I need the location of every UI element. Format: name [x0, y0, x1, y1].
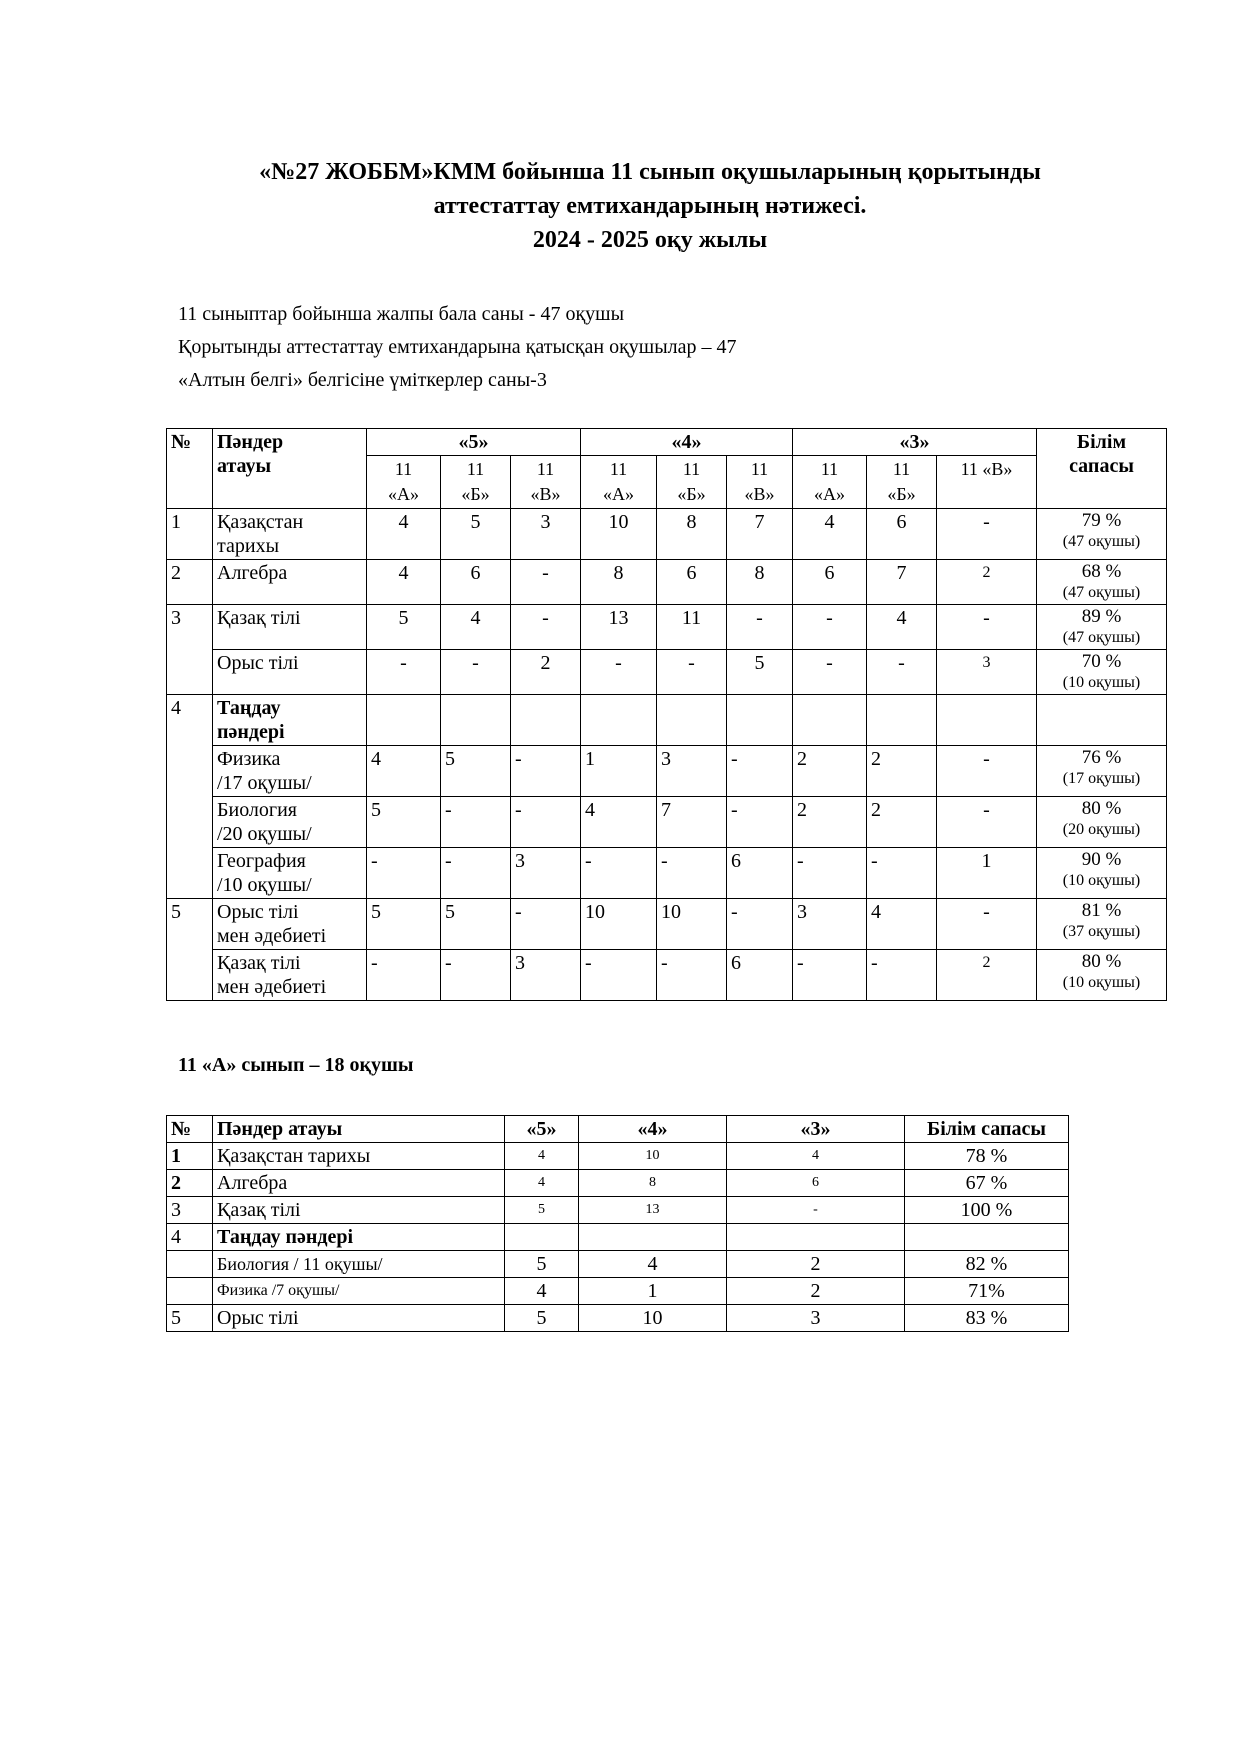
row-num: 4 [167, 695, 213, 899]
row-quality: 100 % [905, 1197, 1069, 1224]
grade-4-cell: 10 [579, 1143, 727, 1170]
row-quality: 71% [905, 1278, 1069, 1305]
grade-cell: - [937, 605, 1037, 650]
grade-5-cell: 5 [505, 1197, 579, 1224]
grade-cell: 2 [793, 797, 867, 848]
grade-cell: - [511, 899, 581, 950]
grade-3-cell: 2 [727, 1251, 905, 1278]
grade-cell: - [937, 509, 1037, 560]
grade-cell: - [367, 950, 441, 1001]
grade-cell [937, 695, 1037, 746]
header-num: № [167, 1116, 213, 1143]
table-row [167, 1305, 1069, 1332]
row-num: 5 [167, 899, 213, 1001]
class-11a-heading: 11 «А» сынып – 18 оқушы [178, 1054, 414, 1076]
grade-cell: - [793, 605, 867, 650]
table-row [167, 1224, 1069, 1251]
row-num [167, 1251, 213, 1278]
grade-cell: - [937, 797, 1037, 848]
grade-cell: 5 [727, 650, 793, 695]
row-quality: 67 % [905, 1170, 1069, 1197]
grade-cell: 3 [511, 950, 581, 1001]
table-row [167, 509, 1167, 560]
grade-cell: 10 [657, 899, 727, 950]
row-quality: 80 % (20 оқушы) [1037, 797, 1167, 848]
row-quality: 78 % [905, 1143, 1069, 1170]
grade-5-cell: 4 [505, 1278, 579, 1305]
grade-cell: 7 [727, 509, 793, 560]
grade-cell: - [937, 899, 1037, 950]
info-line-1: 11 сыныптар бойынша жалпы бала саны - 47 оқушы [178, 303, 625, 325]
grade-cell: 2 [867, 746, 937, 797]
grade-cell: - [511, 605, 581, 650]
grade-cell: - [657, 950, 727, 1001]
grade-cell: - [367, 848, 441, 899]
grade-cell: 6 [867, 509, 937, 560]
grade-cell: 5 [367, 605, 441, 650]
grade-cell: 6 [727, 950, 793, 1001]
header-grade-4: «4» [581, 429, 793, 456]
subheader-3-b: 11 «Б» [867, 456, 937, 509]
row-quality: 68 % (47 оқушы) [1037, 560, 1167, 605]
grade-cell: 4 [367, 509, 441, 560]
row-num: 3 [167, 1197, 213, 1224]
grade-cell: 13 [581, 605, 657, 650]
grade-cell: 3 [657, 746, 727, 797]
grade-5-cell: 5 [505, 1305, 579, 1332]
grade-cell [367, 695, 441, 746]
grade-cell: 5 [367, 899, 441, 950]
grade-cell [657, 695, 727, 746]
grade-cell: 5 [441, 746, 511, 797]
grade-cell: 5 [441, 899, 511, 950]
grade-cell: 3 [937, 650, 1037, 695]
grade-cell: - [441, 797, 511, 848]
grade-cell: 4 [581, 797, 657, 848]
grade-cell: 11 [657, 605, 727, 650]
subheader-5-b: 11 «Б» [441, 456, 511, 509]
table-row [167, 560, 1167, 605]
row-quality: 79 % (47 оқушы) [1037, 509, 1167, 560]
row-subject: Алгебра [213, 560, 367, 605]
grade-3-cell: - [727, 1197, 905, 1224]
row-subject: Орыс тілі [213, 650, 367, 695]
grade-4-cell: 8 [579, 1170, 727, 1197]
grade-5-cell [505, 1224, 579, 1251]
table-row [167, 1143, 1069, 1170]
grade-cell: 3 [511, 848, 581, 899]
grade-cell [867, 695, 937, 746]
title-line-1: «№27 ЖОББМ»КММ бойынша 11 сынып оқушыларының қорытынды [259, 159, 1041, 185]
header-quality: Білім сапасы [1037, 429, 1167, 509]
grade-4-cell: 10 [579, 1305, 727, 1332]
grade-cell: - [441, 650, 511, 695]
grade-cell: - [581, 950, 657, 1001]
row-subject: Физика /17 оқушы/ [213, 746, 367, 797]
row-num [167, 1278, 213, 1305]
table-header-row [167, 1116, 1069, 1143]
grade-cell: - [867, 848, 937, 899]
header-grade-4: «4» [579, 1116, 727, 1143]
row-subject: Биология / 11 оқушы/ [213, 1251, 505, 1278]
row-quality: 82 % [905, 1251, 1069, 1278]
grade-cell: 6 [727, 848, 793, 899]
grade-3-cell: 4 [727, 1143, 905, 1170]
row-quality [905, 1224, 1069, 1251]
grade-cell: 2 [937, 560, 1037, 605]
grade-cell: 10 [581, 509, 657, 560]
grade-cell: - [367, 650, 441, 695]
subheader-3-a: 11 «А» [793, 456, 867, 509]
grade-cell: 6 [657, 560, 727, 605]
grade-cell: - [657, 848, 727, 899]
subheader-3-v: 11 «В» [937, 456, 1037, 509]
subheader-5-a: 11 «А» [367, 456, 441, 509]
grade-cell: 7 [867, 560, 937, 605]
table-row [167, 1170, 1069, 1197]
grade-cell: 8 [727, 560, 793, 605]
info-line-2: Қорытынды аттестаттау емтихандарына қатысқан оқушылар – 47 [178, 336, 737, 358]
grade-3-cell: 2 [727, 1278, 905, 1305]
grade-4-cell [579, 1224, 727, 1251]
title-line-3: 2024 - 2025 оқу жылы [532, 227, 768, 253]
grade-cell: - [793, 950, 867, 1001]
row-subject: Орыс тілі [213, 1305, 505, 1332]
row-quality: 89 % (47 оқушы) [1037, 605, 1167, 650]
grade-cell [581, 695, 657, 746]
row-num: 1 [167, 509, 213, 560]
row-subject: Қазақ тілі [213, 1197, 505, 1224]
table-row [167, 746, 1167, 797]
grade-cell: - [511, 746, 581, 797]
grade-cell: 2 [937, 950, 1037, 1001]
table-row [167, 1251, 1069, 1278]
results-table-11a [166, 1115, 1069, 1332]
grade-5-cell: 4 [505, 1170, 579, 1197]
grade-cell: 10 [581, 899, 657, 950]
grade-5-cell: 4 [505, 1143, 579, 1170]
grade-cell: - [441, 848, 511, 899]
row-subject: Таңдау пәндері [213, 695, 367, 746]
grade-cell: - [793, 848, 867, 899]
grade-cell: 8 [657, 509, 727, 560]
row-subject: Орыс тілі мен әдебиеті [213, 899, 367, 950]
subheader-4-b: 11 «Б» [657, 456, 727, 509]
grade-cell: 4 [367, 746, 441, 797]
grade-cell [511, 695, 581, 746]
table-row [167, 1197, 1069, 1224]
row-subject: Қазақ тілі мен әдебиеті [213, 950, 367, 1001]
grade-cell: 4 [867, 605, 937, 650]
grade-4-cell: 1 [579, 1278, 727, 1305]
table-row [167, 797, 1167, 848]
grade-cell: - [511, 797, 581, 848]
row-quality: 90 % (10 оқушы) [1037, 848, 1167, 899]
grade-cell [793, 695, 867, 746]
header-subject: Пәндер атауы [213, 429, 367, 509]
grade-cell [727, 695, 793, 746]
row-quality: 70 % (10 оқушы) [1037, 650, 1167, 695]
header-quality: Білім сапасы [905, 1116, 1069, 1143]
grade-3-cell [727, 1224, 905, 1251]
row-quality: 80 % (10 оқушы) [1037, 950, 1167, 1001]
grade-cell: 1 [581, 746, 657, 797]
summary-info [178, 298, 737, 397]
grade-cell: - [727, 797, 793, 848]
row-quality: 76 % (17 оқушы) [1037, 746, 1167, 797]
row-quality [1037, 695, 1167, 746]
row-subject: Биология /20 оқушы/ [213, 797, 367, 848]
results-table-all-classes [166, 428, 1167, 1001]
row-num: 1 [167, 1143, 213, 1170]
row-subject: Қазақстан тарихы [213, 509, 367, 560]
grade-cell: 8 [581, 560, 657, 605]
document-title [150, 155, 1150, 257]
grade-cell [441, 695, 511, 746]
grade-cell: - [657, 650, 727, 695]
row-quality: 81 % (37 оқушы) [1037, 899, 1167, 950]
grade-cell: - [727, 899, 793, 950]
row-num: 3 [167, 605, 213, 695]
row-subject: Физика /7 оқушы/ [213, 1278, 505, 1305]
table-header-row [167, 429, 1167, 456]
grade-cell: 4 [441, 605, 511, 650]
grade-cell: 4 [867, 899, 937, 950]
grade-cell: - [441, 950, 511, 1001]
grade-cell: 2 [511, 650, 581, 695]
grade-cell: 5 [441, 509, 511, 560]
grade-4-cell: 13 [579, 1197, 727, 1224]
table-row [167, 695, 1167, 746]
grade-cell: 2 [793, 746, 867, 797]
row-num: 2 [167, 560, 213, 605]
row-subject: География /10 оқушы/ [213, 848, 367, 899]
header-grade-5: «5» [505, 1116, 579, 1143]
grade-4-cell: 4 [579, 1251, 727, 1278]
grade-cell: - [511, 560, 581, 605]
row-num: 5 [167, 1305, 213, 1332]
table-row [167, 650, 1167, 695]
header-subject: Пәндер атауы [213, 1116, 505, 1143]
header-num: № [167, 429, 213, 509]
grade-cell: - [867, 650, 937, 695]
table-row [167, 1278, 1069, 1305]
grade-5-cell: 5 [505, 1251, 579, 1278]
table-row [167, 950, 1167, 1001]
grade-3-cell: 3 [727, 1305, 905, 1332]
grade-cell: 6 [441, 560, 511, 605]
grade-cell: 2 [867, 797, 937, 848]
grade-cell: 3 [511, 509, 581, 560]
header-grade-3: «3» [793, 429, 1037, 456]
row-subject: Алгебра [213, 1170, 505, 1197]
grade-cell: 4 [367, 560, 441, 605]
grade-cell: - [793, 650, 867, 695]
title-line-2: аттестаттау емтихандарының нәтижесі. [433, 193, 867, 219]
grade-cell: 6 [793, 560, 867, 605]
info-line-3: «Алтын белгі» белгісіне үміткерлер саны-3 [178, 369, 547, 391]
grade-cell: - [727, 605, 793, 650]
grade-cell: - [867, 950, 937, 1001]
table-row [167, 605, 1167, 650]
subheader-4-v: 11 «В» [727, 456, 793, 509]
grade-cell: 3 [793, 899, 867, 950]
header-grade-5: «5» [367, 429, 581, 456]
header-grade-3: «3» [727, 1116, 905, 1143]
grade-cell: 5 [367, 797, 441, 848]
row-num: 4 [167, 1224, 213, 1251]
row-subject: Таңдау пәндері [213, 1224, 505, 1251]
grade-cell: - [581, 650, 657, 695]
grade-3-cell: 6 [727, 1170, 905, 1197]
grade-cell: - [581, 848, 657, 899]
grade-cell: - [937, 746, 1037, 797]
grade-cell: 7 [657, 797, 727, 848]
table-row [167, 848, 1167, 899]
subheader-4-a: 11 «А» [581, 456, 657, 509]
row-quality: 83 % [905, 1305, 1069, 1332]
row-subject: Қазақстан тарихы [213, 1143, 505, 1170]
grade-cell: 1 [937, 848, 1037, 899]
grade-cell: - [727, 746, 793, 797]
row-subject: Қазақ тілі [213, 605, 367, 650]
grade-cell: 4 [793, 509, 867, 560]
row-num: 2 [167, 1170, 213, 1197]
table-row [167, 899, 1167, 950]
subheader-5-v: 11 «В» [511, 456, 581, 509]
